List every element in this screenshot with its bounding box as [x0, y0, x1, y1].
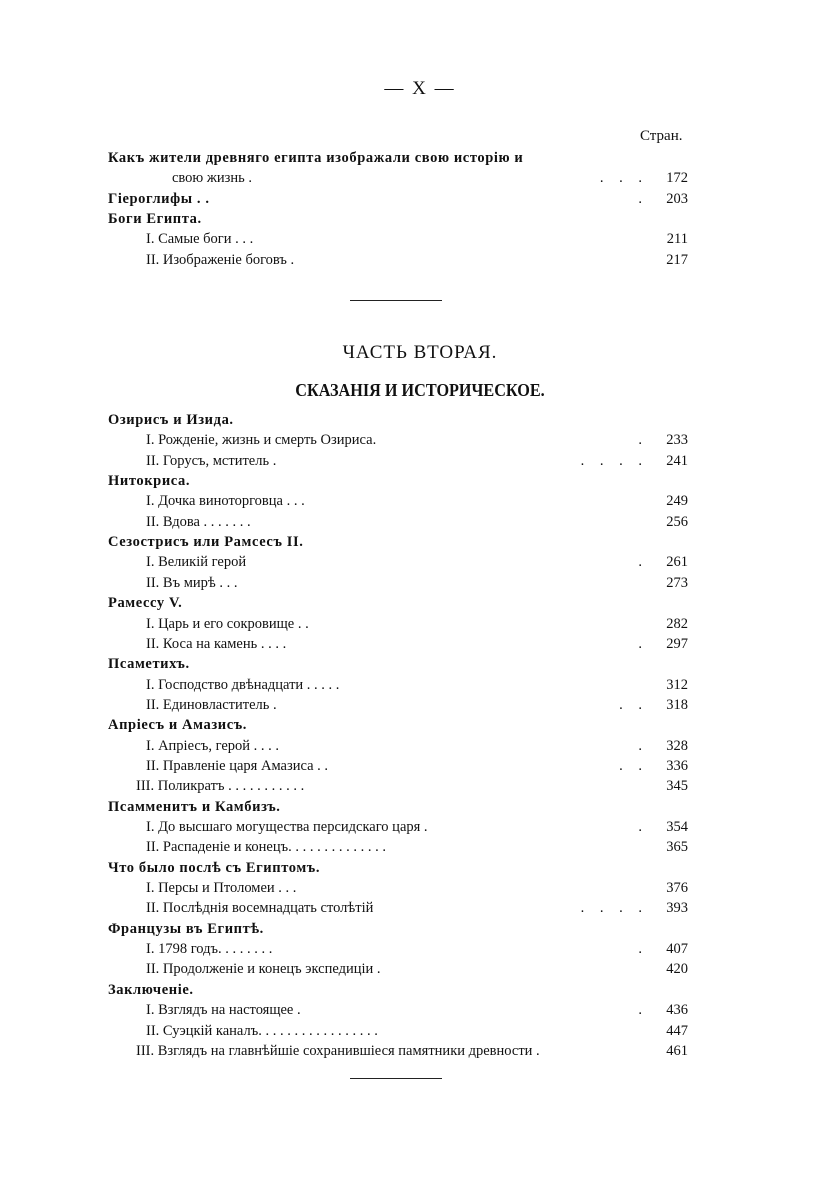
- toc-entry-title: Французы въ Египтѣ.: [108, 920, 264, 937]
- toc-entry-title: Гіероглифы . .: [108, 190, 210, 207]
- toc-page-number: 336: [666, 757, 688, 774]
- toc-entry-title: II. Распаденіе и конецъ. . . . . . . . . . . . . .: [146, 839, 386, 856]
- column-header-pages: Стран.: [640, 128, 683, 144]
- toc-leader-dots: .: [638, 635, 648, 652]
- toc-page-number: 217: [666, 251, 688, 268]
- toc-entry-title: II. Послѣднія восемнадцать столѣтій: [146, 900, 374, 917]
- toc-page-number: 241: [666, 452, 688, 469]
- toc-section-heading: [0, 980, 840, 1000]
- part-title: ЧАСТЬ ВТОРАЯ.: [342, 342, 498, 363]
- toc-entry: [0, 898, 840, 918]
- toc-entry-title: I. Господство двѣнадцати . . . . .: [146, 676, 340, 693]
- toc-section-heading: [0, 858, 840, 878]
- toc-entry: [0, 451, 840, 471]
- toc-entry-title: II. Въ мирѣ . . .: [146, 574, 238, 591]
- toc-page-number: 420: [666, 961, 688, 978]
- toc-section-heading: [0, 593, 840, 613]
- toc-leader-dots: . .: [619, 757, 648, 774]
- toc-section-heading: [0, 148, 840, 168]
- toc-entry-title: Рамессу V.: [108, 595, 183, 612]
- toc-entry-title: II. Коса на камень . . . .: [146, 635, 287, 652]
- toc-entry-title: Озирисъ и Изида.: [108, 412, 234, 428]
- toc-page-number: 172: [666, 170, 688, 187]
- toc-entry-title: II. Правленіе царя Амазиса . .: [146, 757, 329, 774]
- toc-page-number: 436: [666, 1002, 688, 1019]
- toc-section-heading: [0, 797, 840, 817]
- divider-rule: [350, 1078, 442, 1079]
- toc-entry: [0, 959, 840, 979]
- toc-page-number: 407: [666, 941, 688, 958]
- toc-entry-title: Что было послѣ съ Египтомъ.: [108, 859, 321, 876]
- toc-entry: [0, 736, 840, 756]
- toc-page-number: 249: [666, 493, 688, 510]
- toc-page-number: 211: [666, 231, 688, 248]
- toc-entry-title: Боги Египта.: [108, 210, 202, 227]
- toc-page-number: 365: [666, 839, 688, 856]
- toc-entry-title: Заключеніе.: [108, 981, 194, 998]
- toc-section-heading: [0, 919, 840, 939]
- toc-entry: [0, 837, 840, 857]
- toc-entry: [0, 491, 840, 511]
- toc-leader-dots: . . . .: [580, 900, 648, 917]
- toc-leader-dots: .: [638, 190, 648, 207]
- toc-section-heading: [0, 532, 840, 552]
- toc-entry-title: I. Дочка виноторговца . . .: [146, 493, 305, 510]
- toc-leader-dots: .: [638, 819, 648, 835]
- toc-page-number: 297: [666, 635, 688, 652]
- toc-leader-dots: . . .: [599, 170, 648, 187]
- toc-page-number: 345: [666, 778, 688, 795]
- toc-entry-title: I. Самые боги . . .: [146, 231, 254, 248]
- toc-section-heading: [0, 715, 840, 735]
- toc-page-number: 328: [666, 737, 688, 754]
- toc-leader-dots: .: [638, 737, 648, 754]
- toc-page-number: 461: [666, 1042, 688, 1059]
- toc-entry-title: II. Продолженіе и конецъ экспедиціи .: [146, 961, 381, 978]
- toc-entry-title: I. Царь и его сокровище . .: [146, 615, 309, 632]
- toc-entry: [0, 168, 840, 188]
- toc-leader-dots: .: [638, 941, 648, 958]
- toc-page-number: 282: [666, 615, 688, 632]
- toc-entry: [0, 1021, 840, 1041]
- toc-page-number: 318: [666, 696, 688, 713]
- toc-entry: [0, 878, 840, 898]
- toc-entry: [0, 1041, 840, 1061]
- toc-entry-title: II. Вдова . . . . . . .: [146, 513, 251, 530]
- toc-page-number: 273: [666, 574, 688, 591]
- toc-entry-title: I. Рожденіе, жизнь и смерть Озириса.: [146, 432, 377, 449]
- toc-entry: [0, 1000, 840, 1020]
- toc-page-number: 376: [666, 880, 688, 897]
- toc-entry-title: I. Великій герой: [146, 554, 247, 571]
- toc-entry-title: III. Поликратъ . . . . . . . . . . .: [136, 778, 305, 795]
- toc-entry: [0, 634, 840, 654]
- toc-entry-title: II. Суэцкій каналъ. . . . . . . . . . . . . . . . .: [146, 1022, 378, 1039]
- toc-entry-title: II. Единовластитель .: [146, 696, 277, 713]
- toc-entry-title: Нитокриса.: [108, 473, 191, 490]
- page-number: — X —: [384, 78, 456, 99]
- toc-entry: [0, 614, 840, 634]
- divider-rule: [350, 300, 442, 301]
- toc-entry: [0, 817, 840, 837]
- toc-entry: [0, 695, 840, 715]
- toc-entry: [0, 512, 840, 532]
- toc-entry-title: III. Взглядъ на главнѣйшіе сохранившіеся памятники древности .: [136, 1042, 540, 1059]
- toc-leader-dots: .: [638, 432, 648, 449]
- toc-entry-title: II. Изображеніе боговъ .: [146, 251, 295, 268]
- toc-entry-title: свою жизнь .: [172, 170, 253, 187]
- toc-entry: [0, 756, 840, 776]
- toc-entry: [0, 250, 840, 270]
- toc-entry-title: I. До высшаго могущества персидскаго царя .: [146, 819, 428, 835]
- toc-page-number: 261: [666, 554, 688, 571]
- toc-leader-dots: . . . .: [580, 452, 648, 469]
- toc-page-number: 354: [666, 819, 688, 835]
- toc-entry-title: I. Апріесъ, герой . . . .: [146, 737, 280, 754]
- toc-entry-title: I. Взглядъ на настоящее .: [146, 1002, 301, 1019]
- toc-entry: [0, 939, 840, 959]
- toc-page-number: 312: [666, 676, 688, 693]
- toc-entry-title: Псамменитъ и Камбизъ.: [108, 798, 281, 815]
- toc-section-heading: [0, 410, 840, 430]
- toc-section-heading: [0, 209, 840, 229]
- toc-entry-title: II. Горусъ, мститель .: [146, 452, 277, 469]
- toc-leader-dots: .: [638, 1002, 648, 1019]
- toc-section-heading: [0, 189, 840, 209]
- toc-entry: [0, 229, 840, 249]
- toc-entry: [0, 776, 840, 796]
- toc-section-heading: [0, 654, 840, 674]
- toc-entry-title: Апріесъ и Амазисъ.: [108, 717, 248, 734]
- toc-page-number: 233: [666, 432, 688, 449]
- part-subtitle: СКАЗАНІЯ И ИСТОРИЧЕСКОЕ.: [295, 380, 545, 400]
- toc-entry-title: Какъ жители древняго египта изображали свою исторію и: [108, 150, 524, 166]
- toc-page-number: 393: [666, 900, 688, 917]
- toc-page-number: 256: [666, 513, 688, 530]
- toc-page-number: 447: [666, 1022, 688, 1039]
- toc-entry-title: Сезострисъ или Рамсесъ II.: [108, 534, 304, 551]
- toc-section-heading: [0, 471, 840, 491]
- toc-entry-title: Псаметихъ.: [108, 656, 190, 673]
- toc-entry: [0, 430, 840, 450]
- toc-leader-dots: .: [638, 554, 648, 571]
- toc-entry-title: I. 1798 годъ. . . . . . . .: [146, 941, 273, 958]
- toc-entry: [0, 573, 840, 593]
- toc-entry-title: I. Персы и Птоломеи . . .: [146, 880, 297, 897]
- toc-entry: [0, 675, 840, 695]
- toc-page-number: 203: [666, 190, 688, 207]
- toc-entry: [0, 552, 840, 572]
- toc-leader-dots: . .: [619, 696, 648, 713]
